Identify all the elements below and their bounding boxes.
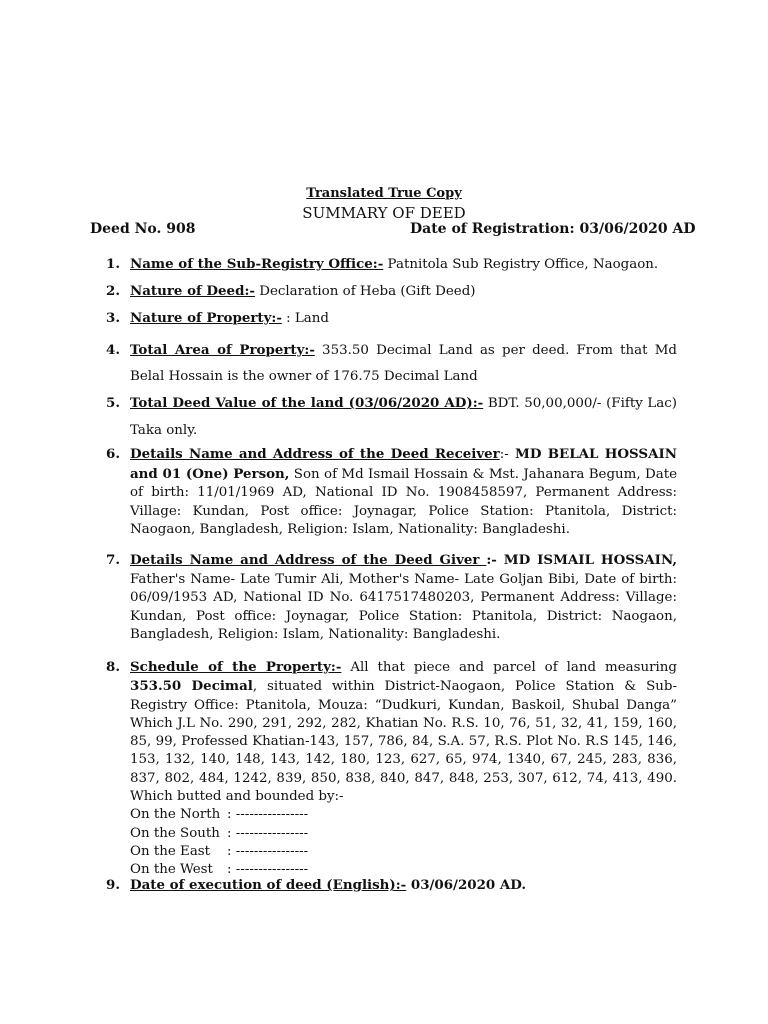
item-value: BDT. 50,00,000/- (Fifty Lac) Taka only. <box>130 396 678 438</box>
item-schedule-of-property <box>106 658 677 880</box>
boundary-value: : ---------------- <box>227 825 309 841</box>
receiver-name: MD BELAL HOSSAIN and 01 (One) Person, <box>130 446 677 482</box>
item-label: Nature of Property:- <box>130 310 282 326</box>
item-deed-receiver <box>106 445 677 540</box>
registration-date: Date of Registration: 03/06/2020 AD <box>410 221 696 237</box>
boundary-value: : ---------------- <box>227 862 309 878</box>
item-value: Father's Name- Late Tumir Ali, Mother's Name- Late Goljan Bibi, Date of birth: 06/09/1953 AD, National ID No. 6417517480203, Permanent Address: Village: Kundan, Post office: Joynagar, Police Station: Ptanitola, District: Naogaon, Bangladesh, Religion: Islam, Nationality: Bangladeshi. <box>130 571 677 642</box>
boundary-value: : ---------------- <box>227 843 309 859</box>
item-separator: :- <box>499 447 509 462</box>
item-number: 9. <box>106 877 120 893</box>
item-number: 1. <box>106 256 120 272</box>
item-label: Details Name and Address of the Deed Receiver <box>130 446 500 462</box>
deed-number: Deed No. 908 <box>90 221 196 237</box>
item-label: Date of execution of deed (English):- <box>130 877 407 893</box>
item-label: Schedule of the Property:- <box>130 659 342 675</box>
boundary-east <box>130 843 677 861</box>
giver-name: :- MD ISMAIL HOSSAIN, <box>486 552 677 568</box>
item-date-of-execution <box>106 877 677 893</box>
schedule-text <box>130 658 677 806</box>
item-number: 5. <box>106 395 120 411</box>
item-deed-giver <box>106 551 677 645</box>
land-measure: 353.50 Decimal <box>130 678 253 695</box>
item-value: Son of Md Ismail Hossain & Mst. Jahanara Begum, Date of birth: 11/01/1969 AD, National ID No. 1908458597, Permanent Address: Village: Kundan, Post office: Joynagar, Police Station: Ptanitola, District: Naogaon, Bangladesh, Religion: Islam, Nationality: Bangladeshi. <box>130 466 677 537</box>
boundary-side: On the East <box>130 843 211 859</box>
item-value: All that piece and parcel of land measuring <box>341 660 677 675</box>
item-number: 7. <box>106 552 120 568</box>
item-sub-registry-office <box>106 256 677 272</box>
boundary-value: : ---------------- <box>227 807 309 823</box>
item-number: 8. <box>106 659 120 675</box>
execution-date: 03/06/2020 AD. <box>406 877 527 893</box>
item-value: : Land <box>281 311 329 326</box>
translated-true-copy-heading: Translated True Copy <box>306 186 462 201</box>
item-nature-of-property <box>106 310 677 326</box>
item-total-area <box>106 337 677 390</box>
item-number: 3. <box>106 310 120 326</box>
item-number: 2. <box>106 283 120 299</box>
item-value: 353.50 Decimal Land as per deed. From that Md Belal Hossain is the owner of 176.75 Decimal Land <box>130 343 677 384</box>
item-value: Patnitola Sub Registry Office, Naogaon. <box>383 257 659 272</box>
item-number: 6. <box>106 446 120 462</box>
item-label: Total Area of Property:- <box>130 342 315 358</box>
item-number: 4. <box>106 342 120 358</box>
boundary-south <box>130 825 677 843</box>
item-value-continued: , situated within District-Naogaon, Police Station & Sub-Registry Office: Ptanitola, Mouza: “Dudkuri, Kundan, Baskoil, Shubal Danga” Which J.L No. 290, 291, 292, 282, Khatian No. R.S. 10, 76, 51, 32, 41, 159, 160, 85, 99, Professed Khatian-143, 157, 786, 84, S.A. 57, R.S. Plot No. R.S 145, 146, 153, 132, 140, 148, 143, 142, 180, 123, 627, 65, 974, 1340, 67, 245, 283, 836, 837, 802, 484, 1242, 839, 850, 838, 840, 847, 848, 253, 307, 612, 74, 413, 490. Which butted and bounded by:- <box>130 679 677 805</box>
boundary-north <box>130 806 677 824</box>
boundary-side: On the North <box>130 807 221 823</box>
boundary-side: On the West <box>130 862 213 878</box>
item-label: Name of the Sub-Registry Office:- <box>130 256 384 272</box>
item-label: Nature of Deed:- <box>130 283 255 299</box>
boundary-side: On the South <box>130 825 220 841</box>
summary-of-deed-title: SUMMARY OF DEED <box>302 204 466 222</box>
item-total-deed-value <box>106 390 678 444</box>
item-label: Total Deed Value of the land (03/06/2020 AD):- <box>130 395 484 411</box>
item-nature-of-deed <box>106 283 677 299</box>
item-label: Details Name and Address of the Deed Giver <box>130 552 487 568</box>
item-value: Declaration of Heba (Gift Deed) <box>254 284 476 299</box>
